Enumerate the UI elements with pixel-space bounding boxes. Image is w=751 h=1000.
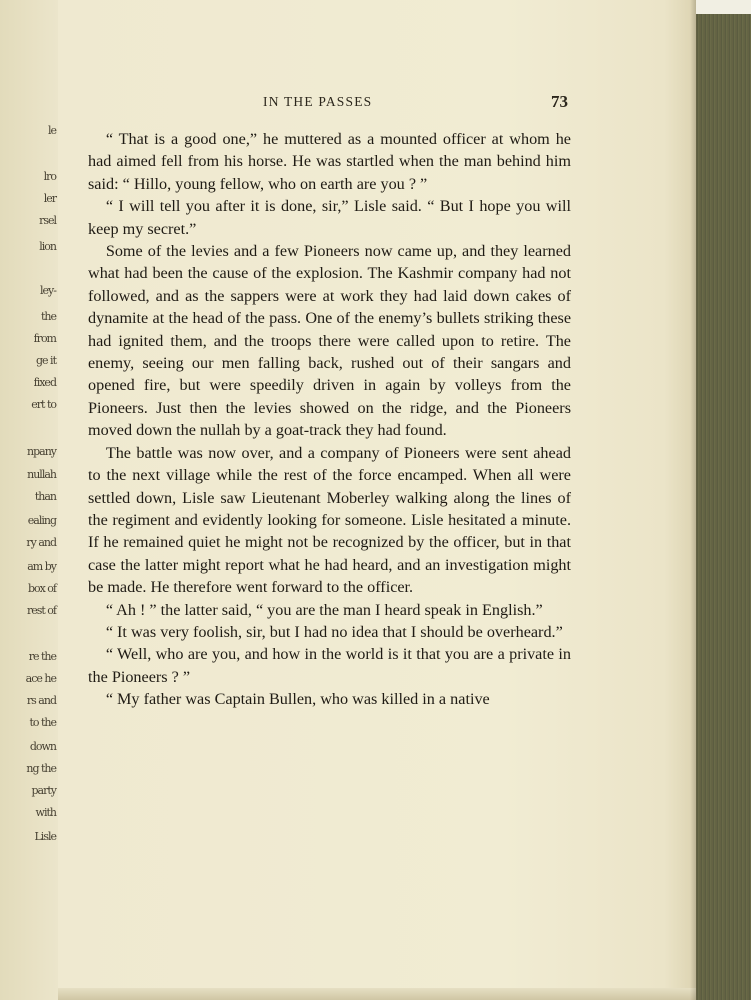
facing-page-fragment: rs and bbox=[26, 694, 56, 707]
facing-page-fragment: rsel bbox=[39, 214, 56, 227]
paragraph: “ It was very foolish, sir, but I had no idea that I should be overheard.” bbox=[105, 622, 563, 641]
facing-page-fragment: ng the bbox=[26, 762, 56, 775]
facing-page-fragment: lro bbox=[43, 170, 56, 183]
paragraph: “ I will tell you after it is done, sir,” Lisle said. “ But I hope you will keep my secret.” bbox=[88, 197, 571, 238]
facing-page-fragment: box of bbox=[27, 582, 56, 595]
facing-page-fragment: from bbox=[33, 332, 56, 345]
paragraph: Some of the levies and a few Pioneers now came up, and they learned what had been the cause of the explosion. The Kashmir company had not followed, and as the sappers were at work they had laid down cakes of dynamite at the head of the pass. One of the enemy’s bullets striking these had ignited them, and the troops there were called upon to retire. The enemy, seeing our men falling back, rushed out of their sangars and opened fire, but were speedily driven in again by volleys from the Pioneers. Just then the levies showed on the ridge, and the Pioneers moved down the nullah by a goat-track they had found. bbox=[88, 242, 571, 440]
facing-page-fragment: ealing bbox=[27, 514, 56, 527]
facing-page-fragment: down bbox=[29, 740, 56, 753]
facing-page-fragment: than bbox=[34, 490, 56, 503]
facing-page-fragment: with bbox=[35, 806, 56, 819]
facing-page-fragment: rest of bbox=[26, 604, 56, 617]
facing-page-fragment: lion bbox=[39, 240, 56, 253]
facing-page-fragment: fixed bbox=[33, 376, 56, 389]
facing-page-fragment: the bbox=[40, 310, 56, 323]
running-head bbox=[58, 92, 696, 112]
facing-page-fragment: ler bbox=[43, 192, 56, 205]
paragraph: The battle was now over, and a company of Pioneers were sent ahead to the next village while the rest of the force encamped. When all were settled down, Lisle saw Lieutenant Moberley walking along the lines of the regiment and evidently looking for someone. Lisle hesitated a minute. If he remained quiet he might not be recognized by the officer, but in that case the latter might report what he had heard, and an investigation might be made. He therefore went forward to the officer. bbox=[88, 443, 571, 597]
facing-page-fragment: nullah bbox=[27, 468, 56, 481]
book-fore-edge bbox=[696, 0, 751, 1000]
page-number: 73 bbox=[551, 92, 568, 111]
facing-page-fragment: to the bbox=[29, 716, 56, 729]
facing-page-fragment: am by bbox=[27, 560, 56, 573]
page-bottom-edge bbox=[58, 988, 696, 1000]
paragraph: “ Ah ! ” the latter said, “ you are the man I heard speak in English.” bbox=[105, 600, 543, 619]
facing-page-fragment: Lisle bbox=[34, 830, 56, 843]
facing-page-fragment: ley- bbox=[40, 284, 56, 297]
facing-page-fragment: party bbox=[31, 784, 56, 797]
facing-page-fragment: ge it bbox=[36, 354, 56, 367]
facing-page-fragment: ace he bbox=[25, 672, 56, 685]
facing-page-fragment: ry and bbox=[26, 536, 56, 549]
paragraph: “ My father was Captain Bullen, who was killed in a native bbox=[105, 690, 490, 709]
running-title: IN THE PASSES bbox=[263, 94, 373, 109]
paragraph: “ Well, who are you, and how in the world is it that you are a private in the Pioneers ? ” bbox=[88, 645, 571, 686]
facing-page-fragment: ert to bbox=[31, 398, 56, 411]
book-page bbox=[58, 0, 696, 1000]
facing-page-fragment: le bbox=[47, 124, 56, 137]
body-text bbox=[88, 128, 571, 711]
facing-page-fragment: re the bbox=[28, 650, 56, 663]
facing-page-fragment: npany bbox=[27, 445, 56, 458]
background-strip bbox=[696, 0, 751, 14]
paragraph: “ That is a good one,” he muttered as a mounted officer at whom he had aimed fell from his horse. He was startled when the man behind him said: “ Hillo, young fellow, who on earth are you ? ” bbox=[88, 130, 571, 193]
